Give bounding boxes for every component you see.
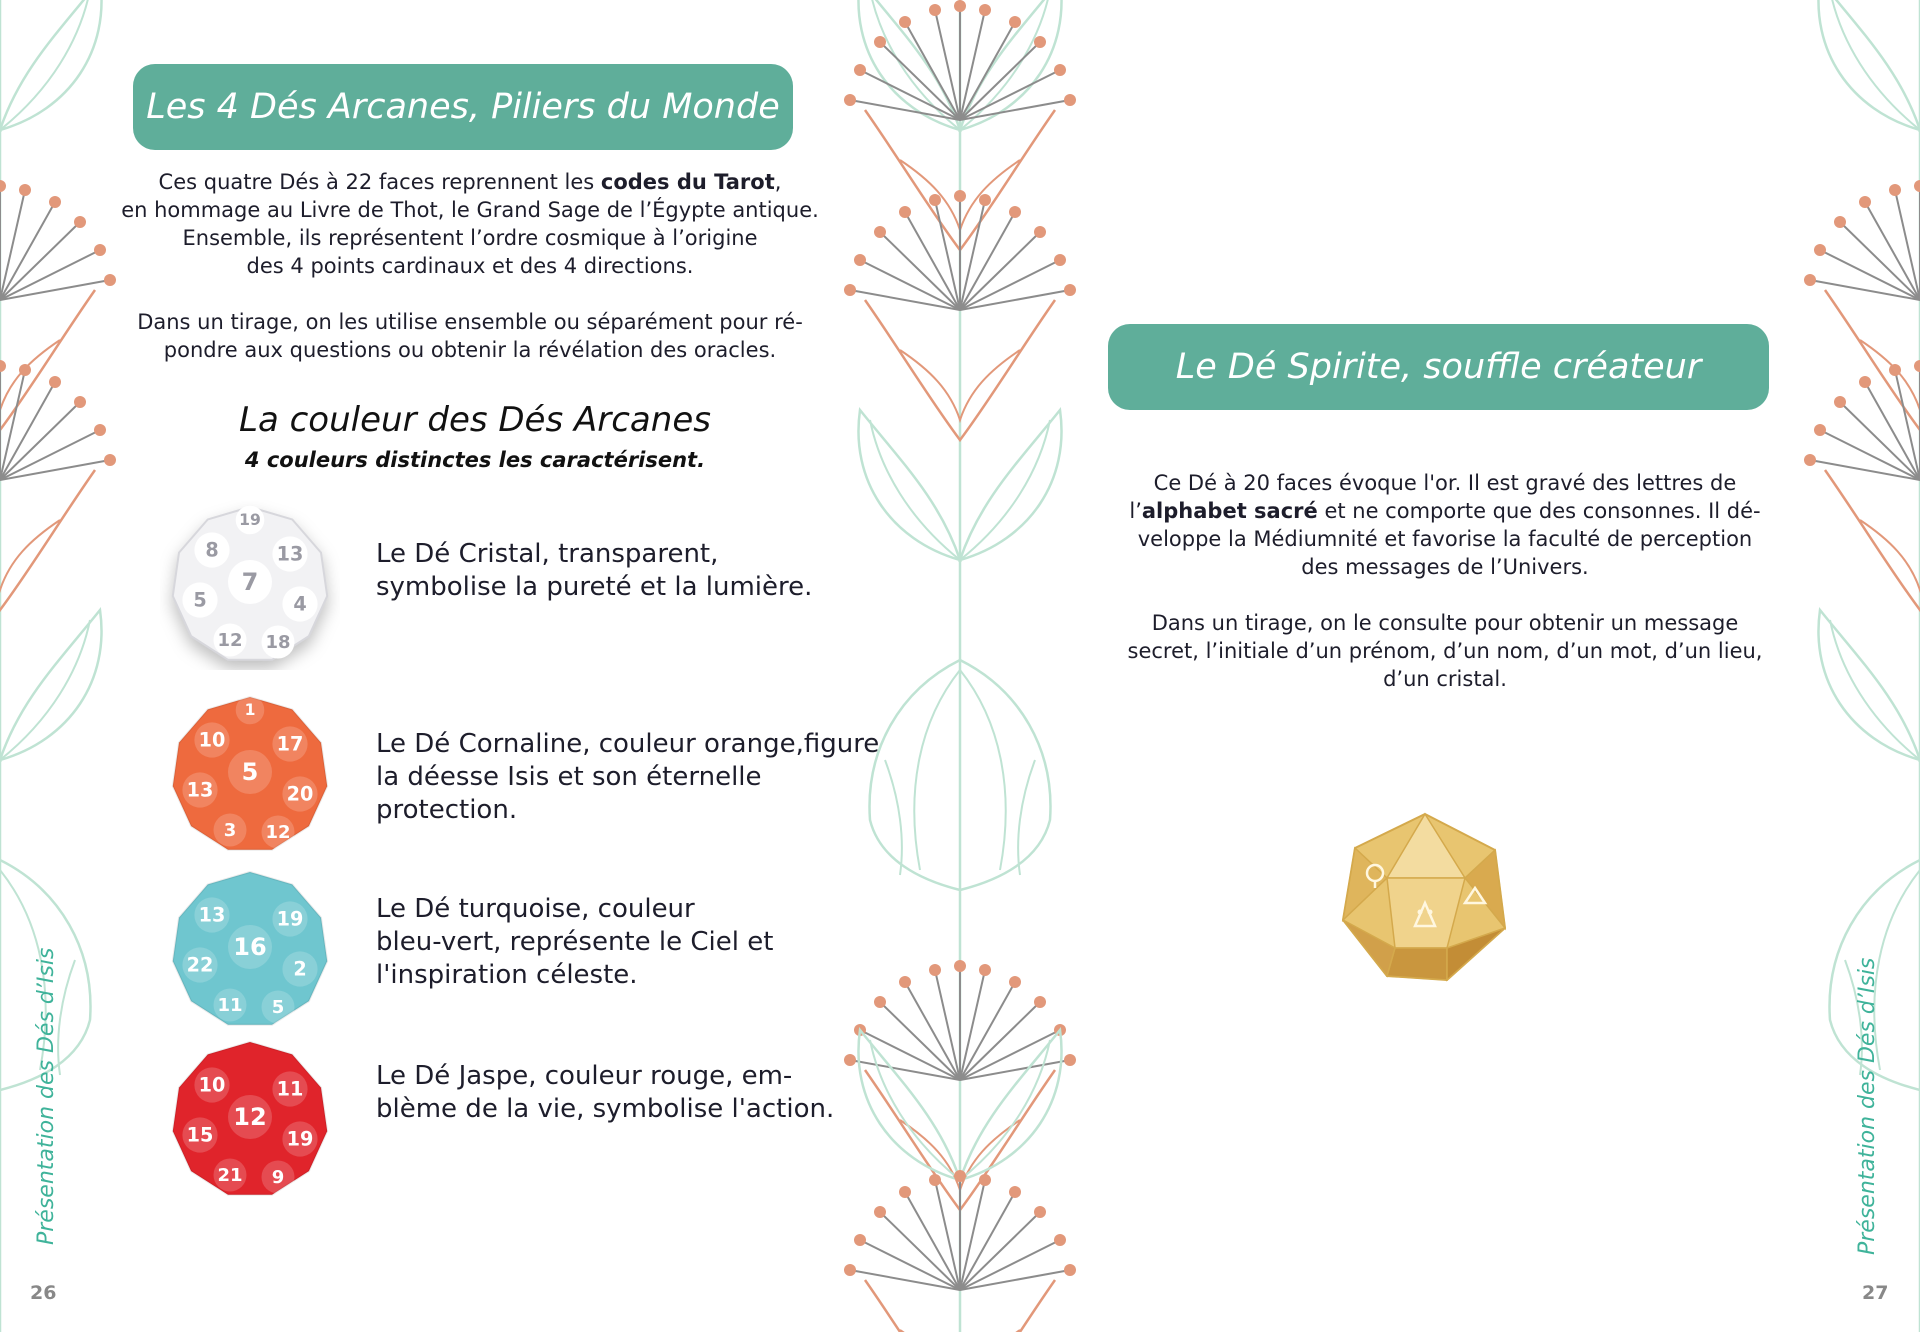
left-page-number: 26 <box>30 1282 57 1304</box>
right-line-1: Ce Dé à 20 faces évoque l'or. Il est gravé des lettres de <box>1153 471 1737 495</box>
die-turquoise-icon <box>160 865 340 1035</box>
die-number: 11 <box>276 1077 304 1101</box>
right-banner <box>1108 324 1769 410</box>
die-number: 13 <box>276 542 304 566</box>
right-line-7: d’un cristal. <box>1383 667 1507 691</box>
die-turquoise-line-2: bleu-vert, représente le Ciel et <box>376 927 774 957</box>
right-line-4: des messages de l’Univers. <box>1301 555 1589 579</box>
right-line-2-end: et ne comporte que des consonnes. Il dé- <box>1317 499 1761 523</box>
die-number: 9 <box>271 1167 285 1188</box>
die-number: 15 <box>186 1123 214 1147</box>
right-description <box>1100 469 1790 693</box>
die-row-turquoise <box>160 865 900 1025</box>
intro-line-3: Ensemble, ils représentent l’ordre cosmique à l’origine <box>182 226 758 250</box>
die-number: 5 <box>193 588 207 612</box>
die-number: 16 <box>233 933 267 961</box>
die-number: 4 <box>293 592 307 616</box>
die-number: 10 <box>198 728 226 752</box>
die-cornaline-line-1: Le Dé Cornaline, couleur orange,figure <box>376 729 880 759</box>
die-number: 12 <box>265 822 291 843</box>
die-number: 17 <box>276 732 304 756</box>
die-number: 7 <box>241 568 259 596</box>
die-number: 20 <box>286 782 314 806</box>
right-side-label: Présentation des Dés d’Isis <box>1855 957 1880 1255</box>
die-row-cristal <box>160 500 900 660</box>
die-number: 18 <box>265 632 291 653</box>
colors-title: La couleur des Dés Arcanes <box>239 400 711 440</box>
die-number: 13 <box>186 778 214 802</box>
die-jaspe-icon <box>160 1035 340 1205</box>
die-number: 13 <box>198 903 226 927</box>
die-number: 21 <box>217 1165 243 1186</box>
die-number: 5 <box>241 758 259 786</box>
die-turquoise-line-1: Le Dé turquoise, couleur <box>376 894 695 924</box>
colors-caption: 4 couleurs distinctes les caractérisent. <box>244 448 706 472</box>
gold-die-icon <box>1335 808 1515 988</box>
die-jaspe-line-1: Le Dé Jaspe, couleur rouge, em- <box>376 1061 793 1091</box>
die-number: 5 <box>271 997 285 1018</box>
die-number: 2 <box>293 957 307 981</box>
intro-bold-tarot: codes du Tarot <box>600 170 775 194</box>
die-cristal-icon <box>160 500 340 670</box>
intro-line-1: Ces quatre Dés à 22 faces reprennent les <box>158 170 601 194</box>
right-line-6: secret, l’initiale d’un prénom, d’un nom, d’un mot, d’un lieu, <box>1127 639 1763 663</box>
intro-line-6: pondre aux questions ou obtenir la révélation des oracles. <box>163 338 777 362</box>
die-number: 19 <box>239 511 261 530</box>
die-row-jaspe <box>160 1035 900 1195</box>
die-row-cornaline <box>160 690 900 850</box>
intro-line-2: en hommage au Livre de Thot, le Grand Sage de l’Égypte antique. <box>121 198 819 222</box>
right-line-5: Dans un tirage, on le consulte pour obtenir un message <box>1151 611 1739 635</box>
intro-line-4: des 4 points cardinaux et des 4 directions. <box>246 254 694 278</box>
die-number: 3 <box>223 820 237 841</box>
die-number: 19 <box>286 1127 314 1151</box>
right-bold-alphabet: alphabet sacré <box>1141 499 1318 523</box>
die-cristal-line-1: Le Dé Cristal, transparent, <box>376 539 719 569</box>
die-number: 12 <box>233 1103 267 1131</box>
die-turquoise-line-3: l'inspiration céleste. <box>376 960 638 990</box>
left-intro <box>110 168 830 364</box>
die-number: 19 <box>276 907 304 931</box>
left-banner <box>133 64 793 150</box>
die-number: 22 <box>186 953 214 977</box>
die-cornaline-icon <box>160 690 340 860</box>
die-number: 10 <box>198 1073 226 1097</box>
left-side-label: Présentation des Dés d’Isis <box>34 947 59 1245</box>
right-line-2-start: l’ <box>1129 499 1142 523</box>
die-number: 1 <box>244 701 256 720</box>
right-page-number: 27 <box>1862 1282 1889 1304</box>
die-number: 11 <box>217 995 243 1016</box>
intro-line-1-end: , <box>774 170 782 194</box>
right-line-3: veloppe la Médiumnité et favorise la faculté de perception <box>1137 527 1753 551</box>
die-cornaline-line-2: la déesse Isis et son éternelle protection. <box>376 762 762 825</box>
right-banner-title: Le Dé Spirite, souffle créateur <box>1175 347 1702 387</box>
die-jaspe-line-2: blème de la vie, symbolise l'action. <box>376 1094 835 1124</box>
die-number: 8 <box>205 538 219 562</box>
die-number: 12 <box>217 630 243 651</box>
intro-line-5: Dans un tirage, on les utilise ensemble ou séparément pour ré- <box>137 310 803 334</box>
die-cristal-line-2: symbolise la pureté et la lumière. <box>376 572 813 602</box>
left-banner-title: Les 4 Dés Arcanes, Piliers du Monde <box>146 87 780 127</box>
